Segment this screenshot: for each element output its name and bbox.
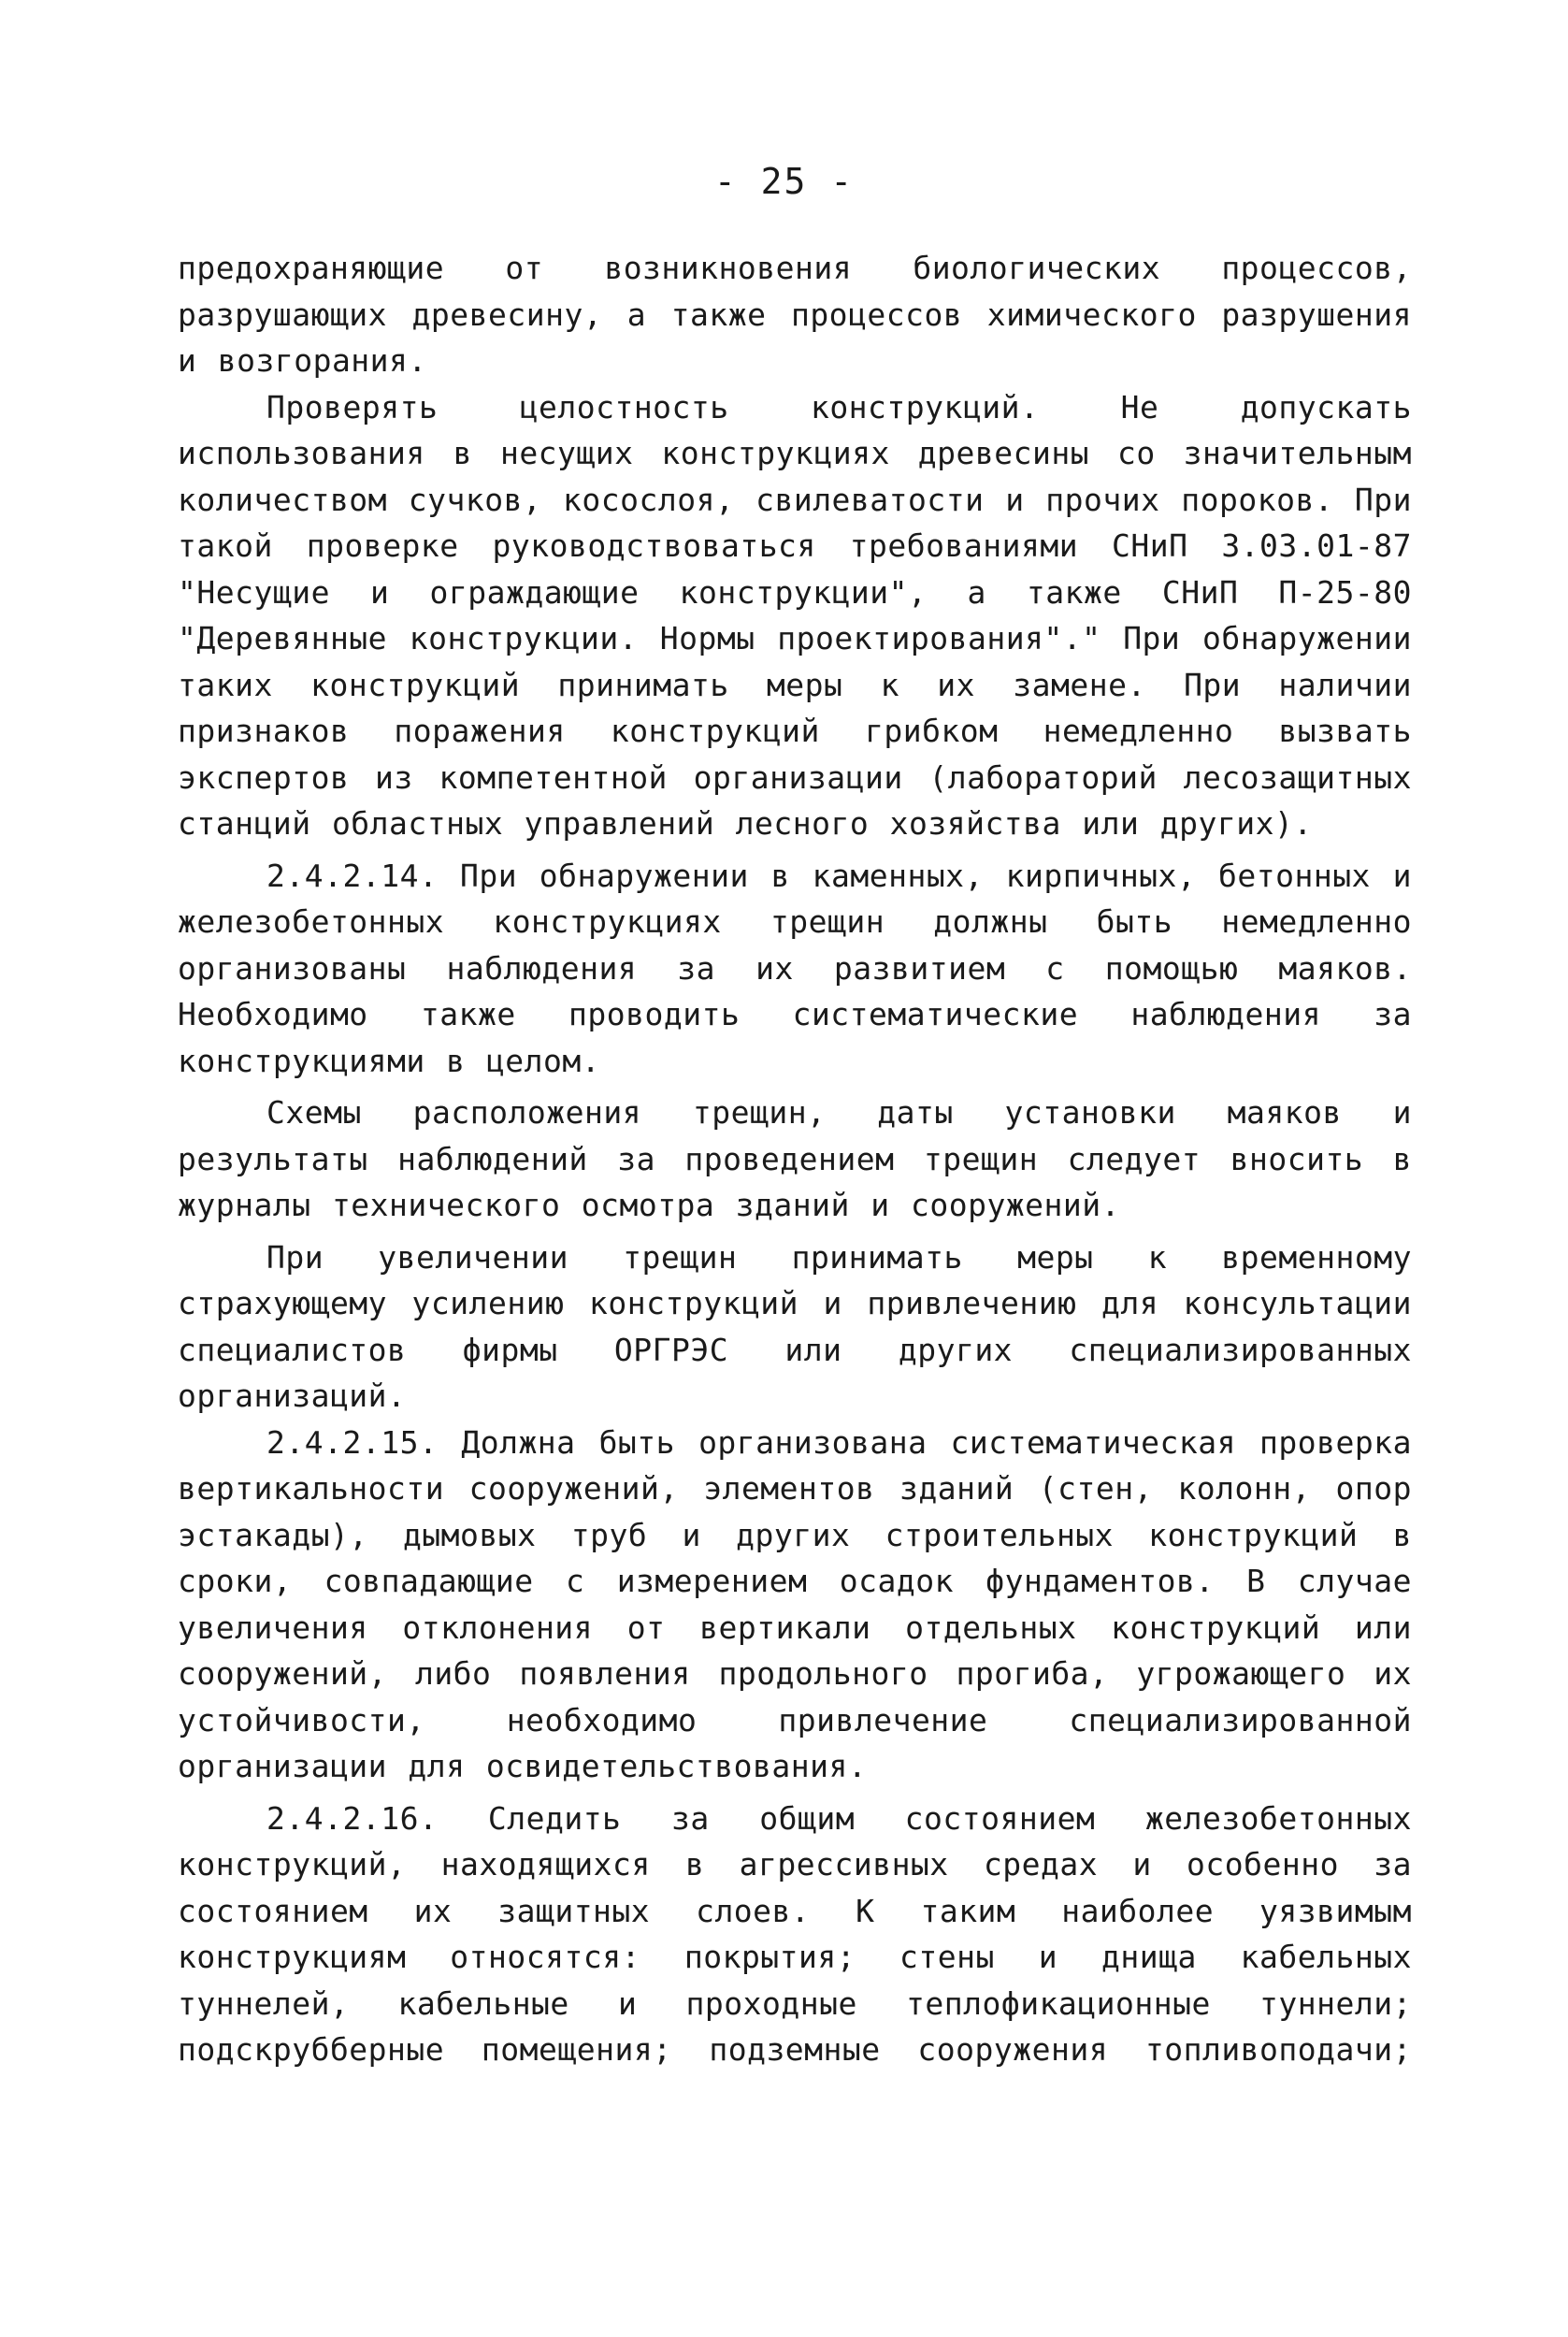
paragraph-continuation: предохраняющие от возникновения биологических процессов, разрушающих древесину, а также процессов химического разрушения и возгорания. <box>178 250 1412 379</box>
paragraph-2-4-2-16: 2.4.2.16. Следить за общим состоянием железобетонных конструкций, находящихся в агрессивных средах и особенно за состоянием их защитных слоев. К таким наиболее уязвимым конструкциям относятся: покрытия; стены и днища кабельных туннелей, кабельные и проходные теплофикационные туннели; подскрубберные помещения; подземные сооружения топливоподачи; <box>178 1799 1412 2068</box>
paragraph-structure-integrity: Проверять целостность конструкций. Не допускать использования в несущих конструкциях древесины со значительным количеством сучков, косослоя, свилеватости и прочих пороков. При такой проверке руководствоваться требованиями СНиП 3.03.01-87 "Несущие и ограждающие конструкции", а также СНиП П-25-80 "Деревянные конструкции. Нормы проектирования"." При обнаружении таких конструкций принимать меры к их замене. При наличии признаков поражения конструкций грибком немедленно вызвать экспертов из компетентной организации (лабораторий лесозащитных станций областных управлений лесного хозяйства или других). <box>178 388 1412 842</box>
paragraph-crack-schemes: Схемы расположения трещин, даты установки маяков и результаты наблюдений за проведением трещин следует вносить в журналы технического осмотра зданий и сооружений. <box>178 1094 1412 1223</box>
document-body <box>178 245 1412 2073</box>
paragraph-crack-growth: При увеличении трещин принимать меры к временному страхующему усилению конструкций и привлечению для консультации специалистов фирмы ОРГРЭС или других специализированных организаций. <box>178 1238 1412 1414</box>
paragraph-2-4-2-15: 2.4.2.15. Должна быть организована систематическая проверка вертикальности сооружений, элементов зданий (стен, колонн, опор эстакады), дымовых труб и других строительных конструкций в сроки, совпадающие с измерением осадок фундаментов. В случае увеличения отклонения от вертикали отдельных конструкций или сооружений, либо появления продольного прогиба, угрожающего их устойчивости, необходимо привлечение специализированной организации для освидетельствования. <box>178 1423 1412 1784</box>
paragraph-2-4-2-14: 2.4.2.14. При обнаружении в каменных, кирпичных, бетонных и железобетонных конструкциях трещин должны быть немедленно организованы наблюдения за их развитием с помощью маяков. Необходимо также проводить систематические наблюдения за конструкциями в целом. <box>178 857 1412 1079</box>
page-number: - 25 - <box>713 161 855 202</box>
